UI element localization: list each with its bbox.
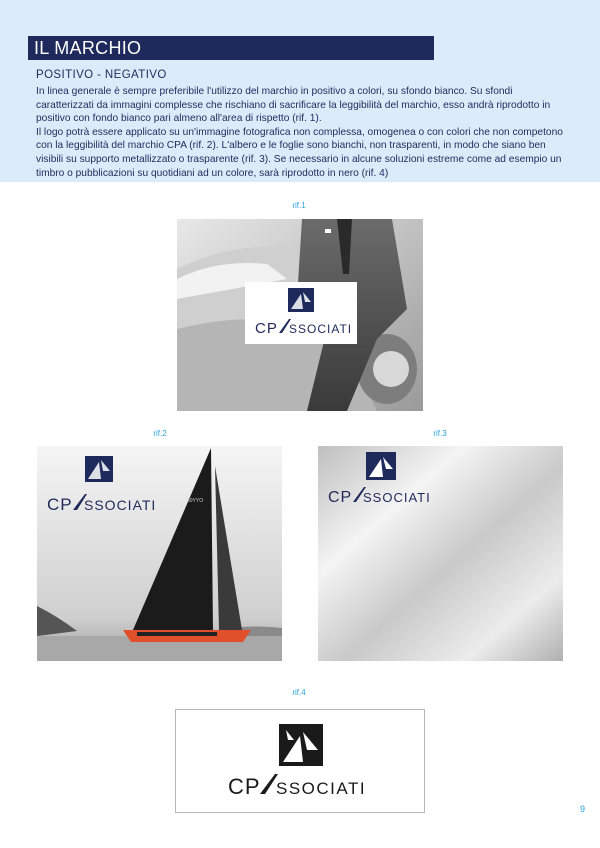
- svg-text:SSOCIATI: SSOCIATI: [276, 779, 367, 798]
- ref2-image: [37, 446, 282, 661]
- cpa-logo: [245, 282, 357, 344]
- page-title: IL MARCHIO: [28, 36, 434, 60]
- ref1-logo-panel: [245, 282, 357, 344]
- paragraph-1: In linea generale è sempre preferibile l'utilizzo del marchio in positivo a colori, su sfondo bianco. Su sfondi caratterizzati da immagini complesse che rischiano di sacrificare la leggibilità del marchio, esso andrà riprodotto in positivo con fondo bianco pari almeno all'area di rispetto (rif. 1).: [36, 86, 551, 125]
- ref-label-3: rif.3: [433, 429, 447, 438]
- logo-text: CP: [255, 320, 278, 337]
- ref-label-1: rif.1: [292, 201, 306, 210]
- body-text: [36, 85, 566, 180]
- ref-label-2: rif.2: [153, 429, 167, 438]
- section-subtitle: POSITIVO - NEGATIVO: [36, 69, 167, 81]
- logo-text: CP: [47, 495, 73, 514]
- ref1-image: [177, 219, 423, 411]
- page-number: 9: [580, 804, 586, 814]
- ref4-image: [175, 709, 425, 813]
- ref-label-4: rif.4: [292, 688, 306, 697]
- paragraph-2: Il logo potrà essere applicato su un'immagine fotografica non complessa, omogenea o con colori che non competono con la leggibilità del marchio CPA (rif. 2). L'albero e le foglie sono bianchi, non trasparenti, in modo che siano ben visibili su supporto metallizzato o trasparente (rif. 3). Se necessario in alcune soluzioni estreme come ad esempio un timbro o pubblicazioni su quotidiani ad un colore, sarà riprodotto in nero (rif. 4): [36, 126, 563, 179]
- logo-text: CP: [328, 489, 353, 506]
- cpa-logo: [318, 446, 563, 526]
- ref3-image: [318, 446, 563, 661]
- sail-number: 30YYO: [187, 498, 204, 504]
- svg-text:SSOCIATI: SSOCIATI: [289, 322, 353, 336]
- cpa-logo-black: [176, 710, 424, 812]
- cpa-logo: [37, 446, 282, 526]
- svg-text:SSOCIATI: SSOCIATI: [84, 497, 157, 513]
- logo-text: CP: [228, 774, 261, 799]
- svg-text:SSOCIATI: SSOCIATI: [363, 490, 431, 505]
